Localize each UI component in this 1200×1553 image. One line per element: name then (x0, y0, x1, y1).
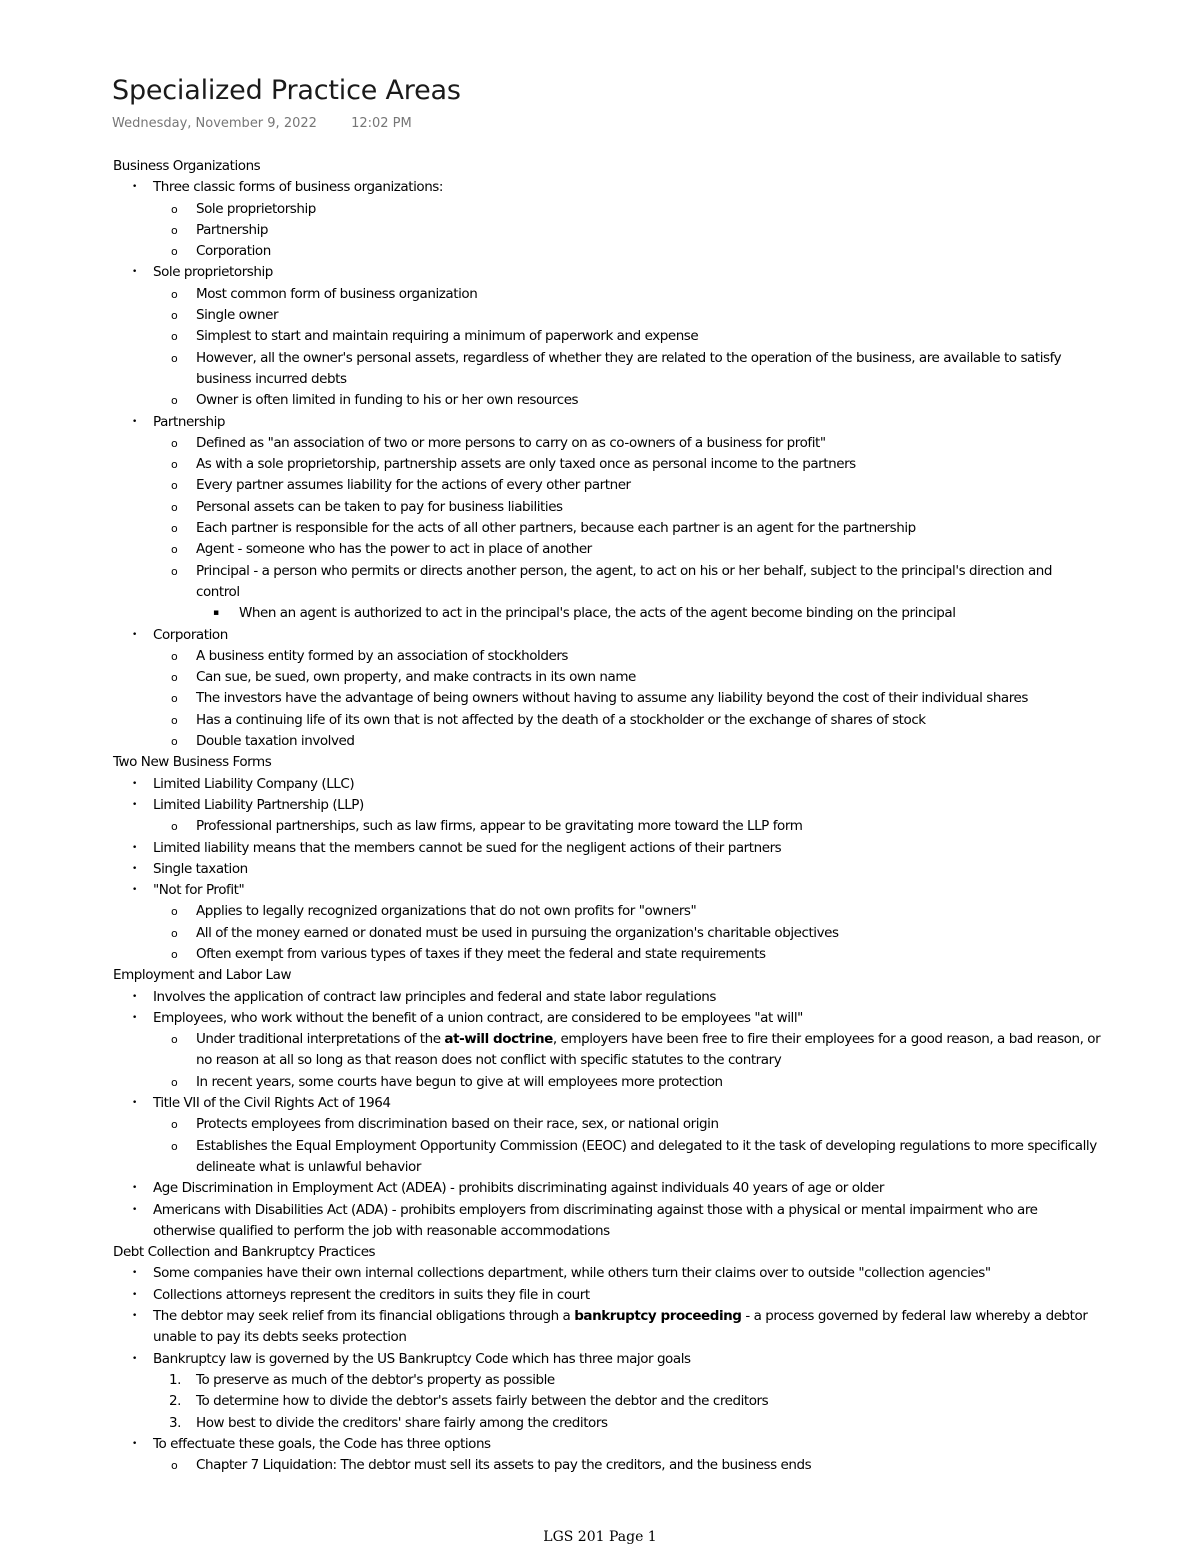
list-item: • Collections attorneys represent the creditors in suits they file in court (113, 1285, 1193, 1306)
bullet-marker: o (171, 479, 178, 493)
bullet-marker: • (132, 799, 137, 810)
bullet-marker: • (132, 182, 137, 193)
page-title: Specialized Practice Areas (112, 75, 461, 106)
section-heading: Two New Business Forms (113, 754, 272, 771)
list-item: o Sole proprietorship (113, 199, 1193, 220)
list-item: o Every partner assumes liability for the actions of every other partner (113, 475, 1193, 496)
list-item-continuation: unable to pay its debts seeks protection (153, 1329, 407, 1346)
list-item: ▪ When an agent is authorized to act in the principal's place, the acts of the agent become binding on the principal (113, 603, 1193, 624)
bullet-marker: • (132, 842, 137, 853)
bold-term: bankruptcy proceeding (574, 1308, 742, 1325)
list-item: • Limited Liability Company (LLC) (113, 774, 1193, 795)
numbered-item: 2. To determine how to divide the debtor's assets fairly between the debtor and the creditors (113, 1391, 1193, 1412)
bullet-marker: o (171, 692, 178, 706)
list-item: o Professional partnerships, such as law firms, appear to be gravitating more toward the LLP form (113, 816, 1193, 837)
bullet-marker: o (171, 1033, 178, 1047)
list-item: o Has a continuing life of its own that is not affected by the death of a stockholder or the exchange of shares of stock (113, 710, 1193, 731)
bullet-marker: • (132, 1012, 137, 1023)
list-item: o Owner is often limited in funding to his or her own resources (113, 390, 1193, 411)
list-item: o Can sue, be sued, own property, and make contracts in its own name (113, 667, 1193, 688)
note-time: 12:02 PM (351, 116, 412, 131)
list-item: • Corporation (113, 625, 1193, 646)
bullet-marker: o (171, 713, 178, 727)
bullet-marker: o (171, 926, 178, 940)
numbered-item: 1. To preserve as much of the debtor's property as possible (113, 1370, 1193, 1391)
list-item: • "Not for Profit" (113, 880, 1193, 901)
bullet-marker: o (171, 500, 178, 514)
list-item: • The debtor may seek relief from its financial obligations through a bankruptcy proceeding - a process governed by federal law whereby a debtor (113, 1306, 1193, 1327)
list-item: • Limited liability means that the members cannot be sued for the negligent actions of their partners (113, 838, 1193, 859)
bullet-marker: • (132, 1353, 137, 1364)
list-item: • Age Discrimination in Employment Act (ADEA) - prohibits discriminating against individuals 40 years of age or older (113, 1178, 1193, 1199)
list-item-continuation: control (196, 583, 240, 600)
list-item: o Personal assets can be taken to pay for business liabilities (113, 497, 1193, 518)
list-item: o In recent years, some courts have begun to give at will employees more protection (113, 1072, 1193, 1093)
bullet-marker: • (132, 1098, 137, 1109)
bullet-marker: • (132, 1268, 137, 1279)
item-number: 3. (169, 1414, 181, 1431)
list-item: o Single owner (113, 305, 1193, 326)
list-item: o Double taxation involved (113, 731, 1193, 752)
bullet-marker: o (171, 905, 178, 919)
list-item: o Chapter 7 Liquidation: The debtor must sell its assets to pay the creditors, and the business ends (113, 1455, 1193, 1476)
list-item: • Some companies have their own internal collections department, while others turn their claims over to outside "collection agencies" (113, 1263, 1193, 1284)
bullet-marker: • (132, 1183, 137, 1194)
list-item: • Limited Liability Partnership (LLP) (113, 795, 1193, 816)
bullet-marker: • (132, 416, 137, 427)
section-heading: Debt Collection and Bankruptcy Practices (113, 1244, 376, 1261)
list-item: o The investors have the advantage of being owners without having to assume any liability beyond the cost of their individual shares (113, 688, 1193, 709)
bullet-marker: o (171, 202, 178, 216)
item-number: 1. (169, 1371, 181, 1388)
bullet-marker: • (132, 267, 137, 278)
bullet-marker: • (132, 778, 137, 789)
bullet-marker: o (171, 522, 178, 536)
bullet-marker: o (171, 1459, 178, 1473)
list-item: • Title VII of the Civil Rights Act of 1964 (113, 1093, 1193, 1114)
list-item: • Three classic forms of business organizations: (113, 177, 1193, 198)
bullet-marker: o (171, 223, 178, 237)
list-item: o Simplest to start and maintain requiring a minimum of paperwork and expense (113, 326, 1193, 347)
section-heading: Business Organizations (113, 158, 261, 174)
list-item: o Corporation (113, 241, 1193, 262)
bullet-marker: o (171, 1075, 178, 1089)
list-item: o All of the money earned or donated must be used in pursuing the organization's charitable objectives (113, 923, 1193, 944)
list-item: o Partnership (113, 220, 1193, 241)
bullet-marker: • (132, 885, 137, 896)
bullet-marker: o (171, 820, 178, 834)
list-item: o Applies to legally recognized organizations that do not own profits for "owners" (113, 901, 1193, 922)
bullet-marker: • (132, 1289, 137, 1300)
bullet-marker: o (171, 1118, 178, 1132)
list-item: o A business entity formed by an association of stockholders (113, 646, 1193, 667)
bullet-marker: o (171, 351, 178, 365)
list-item-continuation: no reason at all so long as that reason does not conflict with specific statutes to the contrary (196, 1052, 782, 1069)
note-date: Wednesday, November 9, 2022 (112, 116, 317, 131)
bullet-marker: o (171, 735, 178, 749)
page-footer: LGS 201 Page 1 (543, 1529, 657, 1545)
bullet-marker: o (171, 394, 178, 408)
bullet-marker: o (171, 671, 178, 685)
bullet-marker: o (171, 649, 178, 663)
bullet-marker: • (132, 629, 137, 640)
list-item: o Principal - a person who permits or directs another person, the agent, to act on his or her behalf, subject to the principal's direction and (113, 561, 1193, 582)
list-item: • Bankruptcy law is governed by the US Bankruptcy Code which has three major goals (113, 1349, 1193, 1370)
list-item-continuation: business incurred debts (196, 370, 347, 387)
list-item: o Agent - someone who has the power to act in place of another (113, 539, 1193, 560)
list-item: • Americans with Disabilities Act (ADA) - prohibits employers from discriminating against those with a physical or mental impairment who are (113, 1200, 1193, 1221)
bullet-marker: o (171, 947, 178, 961)
note-metadata (112, 115, 412, 133)
list-item: • Employees, who work without the benefit of a union contract, are considered to be employees "at will" (113, 1008, 1193, 1029)
bullet-marker: o (171, 1139, 178, 1153)
list-item: • To effectuate these goals, the Code has three options (113, 1434, 1193, 1455)
bullet-marker: • (132, 991, 137, 1002)
bullet-marker: • (132, 1204, 137, 1215)
bullet-marker: o (171, 564, 178, 578)
list-item: o Establishes the Equal Employment Opportunity Commission (EEOC) and delegated to it the task of developing regulations to more specifically (113, 1136, 1193, 1157)
bullet-marker: • (132, 863, 137, 874)
list-item: o Often exempt from various types of taxes if they meet the federal and state requirements (113, 944, 1193, 965)
note-body (113, 156, 1193, 1476)
section-heading: Employment and Labor Law (113, 967, 292, 984)
bullet-marker: o (171, 287, 178, 301)
bullet-marker: • (132, 1311, 137, 1322)
list-item-continuation: delineate what is unlawful behavior (196, 1158, 421, 1175)
list-item-continuation: otherwise qualified to perform the job with reasonable accommodations (153, 1222, 610, 1239)
list-item: • Sole proprietorship (113, 262, 1193, 283)
bullet-marker: o (171, 436, 178, 450)
list-item: • Single taxation (113, 859, 1193, 880)
bullet-marker: o (171, 543, 178, 557)
bullet-marker: • (132, 1438, 137, 1449)
list-item: o As with a sole proprietorship, partnership assets are only taxed once as personal income to the partners (113, 454, 1193, 475)
list-item: o Protects employees from discrimination based on their race, sex, or national origin (113, 1114, 1193, 1135)
bullet-marker: o (171, 245, 178, 259)
list-item: o Under traditional interpretations of the at-will doctrine, employers have been free to fire their employees for a good reason, a bad reason, or (113, 1029, 1193, 1050)
item-number: 2. (169, 1393, 181, 1410)
bullet-marker: o (171, 458, 178, 472)
bullet-marker: o (171, 330, 178, 344)
list-item: o Each partner is responsible for the acts of all other partners, because each partner is an agent for the partnership (113, 518, 1193, 539)
list-item: • Partnership (113, 412, 1193, 433)
list-item: o Defined as "an association of two or more persons to carry on as co-owners of a business for profit" (113, 433, 1193, 454)
bullet-marker: o (171, 309, 178, 323)
list-item: o Most common form of business organization (113, 284, 1193, 305)
list-item: o However, all the owner's personal assets, regardless of whether they are related to the operation of the business, are available to satisfy (113, 348, 1193, 369)
bold-term: at-will doctrine (444, 1031, 553, 1048)
list-item: • Involves the application of contract law principles and federal and state labor regulations (113, 987, 1193, 1008)
bullet-marker: ▪ (213, 608, 219, 619)
numbered-item: 3. How best to divide the creditors' share fairly among the creditors (113, 1413, 1193, 1434)
